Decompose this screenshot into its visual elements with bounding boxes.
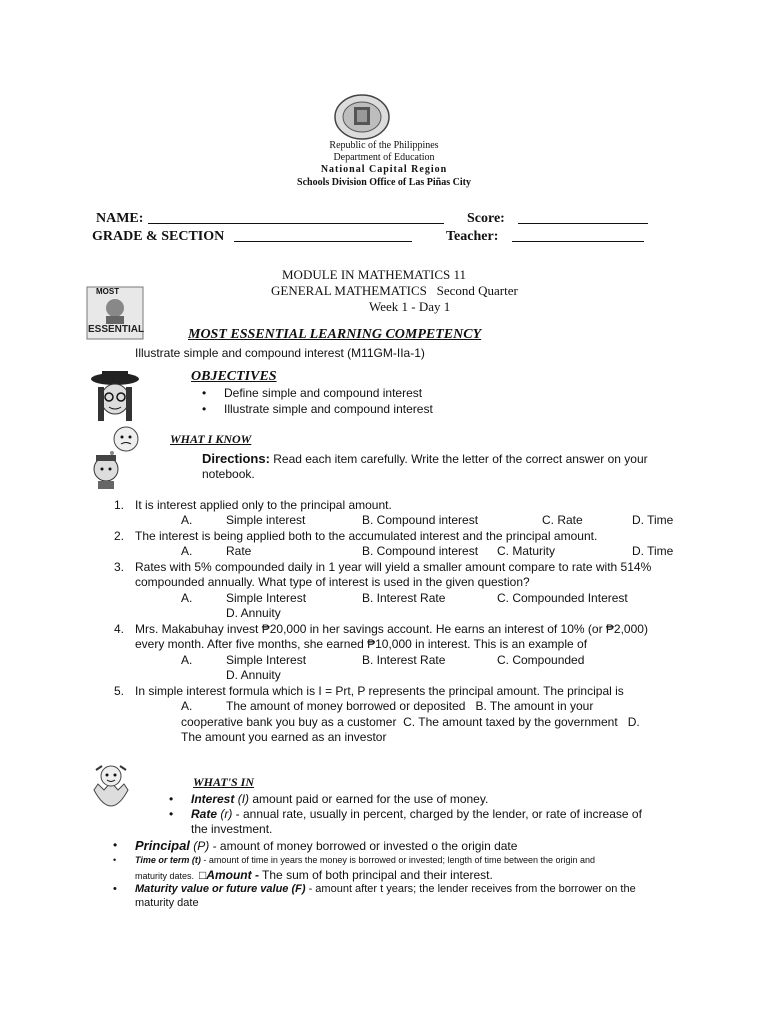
- directions-text: Read each item carefully. Write the letter of the correct answer on your: [269, 452, 648, 466]
- directions-line: [202, 451, 648, 466]
- def-rate: - annual rate, usually in percent, charged by the lender, or rate of increase of: [232, 807, 642, 821]
- question-number: 4.: [114, 622, 125, 636]
- definition-time: [135, 855, 595, 865]
- objective-item: • Illustrate simple and compound interest: [224, 402, 433, 416]
- badge-top-text: MOST: [96, 287, 120, 296]
- choice-text: B. Interest Rate: [362, 591, 446, 605]
- choice-text: Simple interest: [226, 513, 306, 527]
- choice-label: A.: [181, 544, 193, 558]
- choice-text: C. Rate: [542, 513, 583, 527]
- choice-text: The amount you earned as an investor: [181, 730, 387, 744]
- term-time: Time or term (t): [135, 855, 201, 865]
- teacher-label: Teacher:: [446, 229, 499, 244]
- question-text: Mrs. Makabuhay invest ₱20,000 in her savings account. He earns an interest of 10% (or ₱2,000): [135, 622, 648, 636]
- choice-text: D. Time: [632, 544, 674, 558]
- definition-interest: [191, 792, 488, 806]
- header-republic: Republic of the Philippines: [329, 140, 439, 151]
- objective-item: • Define simple and compound interest: [224, 386, 422, 400]
- box-glyph: □: [199, 868, 207, 882]
- def-interest: amount paid or earned for the use of money.: [249, 792, 489, 806]
- question-number: 2.: [114, 529, 125, 543]
- whats-in-heading: WHAT'S IN: [193, 775, 255, 789]
- choice-text: B. Compound interest: [362, 513, 479, 527]
- def-maturity-cont: maturity date: [135, 897, 199, 909]
- grade-section-field[interactable]: [234, 229, 412, 242]
- choice-text: Rate: [226, 544, 252, 558]
- choice-label: A.: [181, 653, 193, 667]
- term-rate: Rate: [191, 807, 218, 821]
- badge-bottom-text: ESSENTIAL: [88, 324, 145, 335]
- choice-label: A.: [181, 699, 193, 713]
- most-essential-badge: [86, 286, 144, 340]
- def-maturity: - amount after t years; the lender receives from the borrower on the: [305, 883, 636, 895]
- choice-text: D. Annuity: [226, 606, 281, 620]
- melc-heading: MOST ESSENTIAL LEARNING COMPETENCY: [188, 327, 482, 342]
- grade-section-label: GRADE & SECTION: [92, 229, 225, 244]
- teacher-field[interactable]: [512, 229, 644, 242]
- question-number: 1.: [114, 498, 125, 512]
- choice-text: B. Interest Rate: [362, 653, 446, 667]
- definition-principal: [135, 838, 517, 853]
- module-subject-quarter: GENERAL MATHEMATICS Second Quarter: [271, 283, 518, 298]
- score-field[interactable]: [518, 211, 648, 224]
- question-text-cont: compounded annually. What type of interest is used in the given question?: [135, 575, 530, 589]
- choice-text: C. Maturity: [497, 544, 556, 558]
- header-division: Schools Division Office of Las Piñas City: [297, 177, 471, 188]
- choice-text: D. Time: [632, 513, 674, 527]
- question-text: Rates with 5% compounded daily in 1 year will yield a smaller amount compare to rate with 514%: [135, 560, 652, 574]
- choice-text: C. Compounded Interest: [497, 591, 628, 605]
- choice-text: B. Compound interest: [362, 544, 479, 558]
- what-i-know-heading: WHAT I KNOW: [170, 432, 252, 446]
- definition-rate: [191, 807, 642, 821]
- term-maturity: Maturity value or future value (F): [135, 883, 306, 895]
- def-time: - amount of time in years the money is borrowed or invested; length of time between the origin and: [200, 855, 596, 865]
- def-time-cont: maturity dates.: [135, 871, 200, 881]
- header-region: National Capital Region: [320, 164, 448, 175]
- melc-text: Illustrate simple and compound interest (M11GM-IIa-1): [135, 346, 425, 360]
- def-principal: - amount of money borrowed or invested o the origin date: [209, 839, 518, 853]
- question-number: 3.: [114, 560, 125, 574]
- def-rate-cont: the investment.: [191, 822, 273, 836]
- def-amount: The sum of both principal and their interest.: [258, 868, 493, 882]
- question-text-cont: every month. After five months, she earned ₱10,000 in interest. This is an example of: [135, 637, 588, 651]
- girl-with-hat-illustration: [86, 369, 144, 425]
- score-label: Score:: [467, 211, 505, 226]
- question-text: In simple interest formula which is I = Prt, P represents the principal amount. The principal is: [135, 684, 624, 698]
- deped-seal: [334, 94, 390, 140]
- choice-text: C. Compounded: [497, 653, 585, 667]
- symbol-principal: (P): [189, 839, 210, 853]
- egg-character-illustration: [86, 760, 136, 820]
- module-week-day: Week 1 - Day 1: [369, 299, 451, 314]
- symbol-rate: (r): [217, 807, 233, 821]
- term-principal: Principal: [135, 838, 190, 853]
- thinking-kid-illustration: [86, 425, 150, 489]
- name-label: NAME:: [96, 211, 144, 226]
- choice-text: Simple Interest: [226, 653, 307, 667]
- choice-text: cooperative bank you buy as a customer C. The amount taxed by the government D.: [181, 715, 640, 729]
- choice-text: D. Annuity: [226, 668, 281, 682]
- term-amount: Amount -: [206, 868, 259, 882]
- question-number: 5.: [114, 684, 125, 698]
- term-interest: Interest: [191, 792, 235, 806]
- choice-text: Simple Interest: [226, 591, 307, 605]
- definition-amount: [135, 866, 493, 884]
- name-field[interactable]: [148, 211, 444, 224]
- module-title: MODULE IN MATHEMATICS 11: [282, 267, 467, 282]
- definition-maturity: [135, 883, 636, 895]
- directions-text-cont: notebook.: [202, 467, 255, 481]
- question-text: It is interest applied only to the principal amount.: [135, 498, 392, 512]
- header-department: Department of Education: [333, 152, 435, 163]
- choice-text: The amount of money borrowed or deposited B. The amount in your: [226, 699, 594, 713]
- symbol-interest: (I): [234, 792, 250, 806]
- objectives-heading: OBJECTIVES: [191, 369, 277, 384]
- choice-label: A.: [181, 591, 193, 605]
- directions-label: Directions:: [202, 451, 270, 466]
- question-text: The interest is being applied both to the accumulated interest and the principal amount.: [135, 529, 598, 543]
- choice-label: A.: [181, 513, 193, 527]
